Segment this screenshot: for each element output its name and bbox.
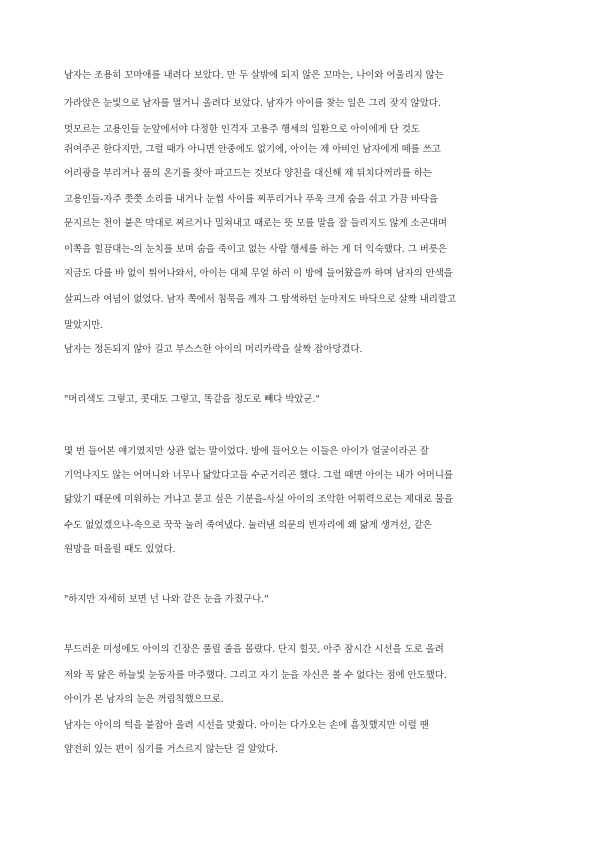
text-line: 어리광을 부리거나 품의 온기를 찾아 파고드는 것보다 양친을 대신해 제 뒤치다꺼리를 하는 bbox=[64, 168, 432, 179]
text-line: 기억나지도 않는 어머니와 너무나 닮았다고들 수군거리곤 했다. 그럴 때면 아이는 내가 어머니를 bbox=[64, 470, 453, 481]
text-line: 이쪽을 힐끔대는-의 눈치를 보며 숨을 죽이고 없는 사람 행세를 하는 게 더 익숙했다. 그 버릇은 bbox=[64, 244, 447, 255]
text-line: 원망을 떠올릴 때도 있었다. bbox=[64, 544, 176, 555]
text-line: 남자는 정돈되지 않아 길고 부스스한 아이의 머리카락을 살짝 잡아당겼다. bbox=[64, 344, 363, 355]
text-line: 지금도 다를 바 없이 튀어나와서, 아이는 대체 무얼 하러 이 방에 들어왔을까 하며 남자의 안색을 bbox=[64, 268, 453, 279]
dialogue-line: "머리색도 그렇고, 콧대도 그렇고, 똑같을 정도로 빼다 박았군." bbox=[64, 394, 320, 405]
text-line: 문지르는 천이 붙은 막대로 찌르거나 밀쳐내고 때로는 뜻 모를 말을 잘 들리지도 않게 소곤대며 bbox=[64, 218, 447, 229]
text-line: 몇 번 들어본 얘기였지만 상관 없는 말이었다. 방에 들어오는 이들은 아이가 얼굴이라곤 잘 bbox=[64, 446, 429, 457]
text-line: 아이가 본 남자의 눈은 꺼림칙했으므로. bbox=[64, 694, 224, 705]
text-line: 말았지만. bbox=[64, 320, 104, 331]
text-line: 부드러운 미성에도 아이의 긴장은 풀릴 줄을 몰랐다. 단지 힐끗, 아주 잠시간 시선을 도로 올려 bbox=[64, 644, 444, 655]
text-line: 멋모르는 고용인들 눈앞에서야 다정한 인격자 고용주 행세의 일환으로 아이에게 단 것도 bbox=[64, 124, 420, 135]
text-line: 살피느라 여념이 없었다. 남자 쪽에서 침묵을 깨자 그 탐색하던 눈마저도 바닥으로 살짝 내리깔고 bbox=[64, 294, 456, 305]
dialogue-line: "하지만 자세히 보면 넌 나와 같은 눈을 가졌구나." bbox=[64, 594, 269, 605]
text-line: 가라앉은 눈빛으로 남자를 멀거니 올려다 보았다. 남자가 아이를 찾는 일은 그리 잦지 않았다. bbox=[64, 98, 441, 109]
text-line: 수도 없었겠으나-속으로 꾹꾹 눌러 죽여냈다. 눌러낸 의문의 빈자리에 왜 닮게 생겨선, 같은 bbox=[64, 520, 432, 531]
text-line: 남자는 아이의 턱을 붙잡아 올려 시선을 맞췄다. 아이는 다가오는 손에 흠칫했지만 이럴 땐 bbox=[64, 720, 429, 731]
text-line: 남자는 조용히 꼬마애를 내려다 보았다. 만 두 살밖에 되지 않은 꼬마는, 나이와 어울리지 않는 bbox=[64, 70, 444, 81]
text-line: 얌전히 있는 편이 심기를 거스르지 않는단 걸 알았다. bbox=[64, 744, 279, 755]
text-line: 쥐여주곤 한다지만, 그럴 때가 아니면 안중에도 없기에, 아이는 제 아비인 남자에게 떼를 쓰고 bbox=[64, 144, 441, 155]
text-line: 닮았기 때문에 미워하는 거냐고 묻고 싶은 기분을-사실 아이의 조악한 어휘력으로는 제대로 물을 bbox=[64, 494, 454, 505]
text-line: 고용인들-자주 쯧쯧 소리를 내거나 눈썹 사이를 찌푸리거나 푸욱 크게 숨을 쉬고 가끔 바닥을 bbox=[64, 194, 439, 205]
text-line: 저와 꼭 닮은 하늘빛 눈동자를 마주했다. 그리고 자기 눈을 자신은 볼 수 없다는 점에 안도했다. bbox=[64, 670, 447, 681]
